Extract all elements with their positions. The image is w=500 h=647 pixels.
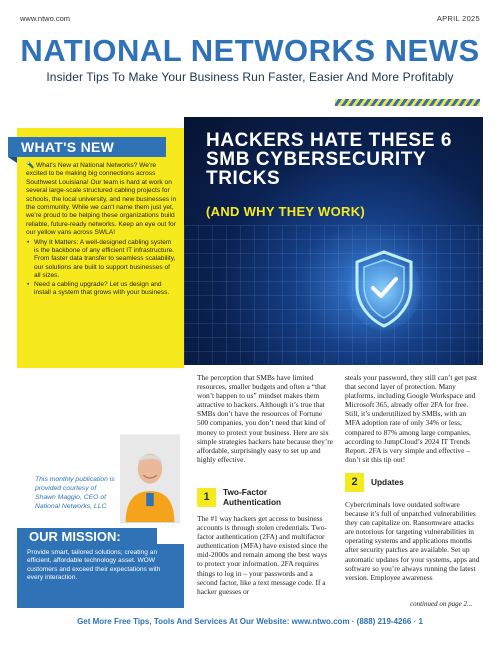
- article-col1-intro: The perception that SMBs have limited resources, smaller budgets and often a “that won’t happen to us” mindset makes them attractive to hackers. Although it’s true that SMBs don’t have the resources of Fortune 500 companies, you don’t need that kind of money to protect your business. Here are six simple strategies hackers hate because they’re affordable, surprisingly easy to set up and highly effective.: [197, 373, 334, 464]
- tip-title: Two-Factor Authentication: [223, 487, 282, 507]
- masthead: [0, 34, 500, 84]
- shield-icon: [347, 246, 421, 330]
- article-col2-intro: steals your password, they still can’t get past that second layer of protection. Many platforms, including Google Workspace and Microsoft 365, already offer 2FA for free. Still, it’s underutilized by SMBs, with an MFA adoption rate of only 34% or less, compared to 87% among large companies, according to JumpCloud’s 2024 IT Trends Report. 2FA is very simple and effective – don’t sit this tip out!: [345, 373, 478, 464]
- footer-bar[interactable]: Get More Free Tips, Tools And Services At Our Website: www.ntwo.com · (888) 219-4266 · 1: [77, 617, 423, 626]
- decorative-stripe: [335, 99, 480, 106]
- tip-number-badge: 2: [345, 473, 364, 492]
- top-bar: [20, 14, 480, 26]
- tip-number-badge: 1: [197, 488, 216, 507]
- tip-1-heading: [197, 488, 293, 507]
- newsletter-title: NATIONAL NETWORKS NEWS: [20, 33, 480, 68]
- whats-new-heading: WHAT'S NEW: [8, 137, 166, 157]
- issue-date: APRIL 2025: [436, 14, 480, 23]
- hero-banner: [184, 117, 483, 365]
- person-portrait-icon: [120, 434, 180, 523]
- mission-body: Provide smart, tailored solutions; creating an efficient, affordable technology asset. WOW customers and exceed their expectations with every interaction.: [17, 544, 184, 608]
- whats-new-intro: 🔦 What's New at National Networks? We're excited to be making big connections across Southwest Louisiana! Our team is hard at work on several large-scale structured cabling projects for schools, the local university, and new businesses in the community. While we can't name them just yet, we're proud to be helping these organizations build reliable, future-ready networks. Keep an eye out for our yellow vans across SWLA!: [26, 162, 177, 237]
- ceo-photo: [118, 432, 182, 525]
- courtesy-note: This monthly publication is provided courtesy of Shawn Maggio, CEO of National Networks, LLC: [35, 476, 115, 510]
- whats-new-list: [26, 239, 177, 298]
- article-col2-body: Cybercriminals love outdated software because it’s full of unpatched vulnerabilities they can capitalize on. Ransomware attacks are notorious for targeting vulnerabilities in operating systems and applications months after security patches are available. Set up automatic updates for your systems, apps and software so you’re always running the latest version. Employee awareness: [345, 500, 480, 582]
- tip-2-heading: [345, 473, 404, 492]
- hero-headline: HACKERS HATE THESE 6 SMB CYBERSECURITY TRICKS: [206, 130, 453, 189]
- mission-heading: OUR MISSION:: [17, 528, 157, 546]
- article-col1-body: The #1 way hackers get access to business accounts is through stolen credentials. Two-factor authentication (2FA) and multifactor authentication (MFA) have existed since the mid-2000s and remain among the best ways to protect your information. 2FA requires things to log in – your passwords and a second factor, like a text message code. If a hacker guesses or: [197, 514, 328, 596]
- continued-note: continued on page 2...: [410, 600, 473, 608]
- tip-title: Updates: [371, 477, 404, 487]
- whats-new-bullet: • Need a cabling upgrade? Let us design and install a system that grows with your business.: [26, 281, 177, 298]
- hero-grid-background: [184, 225, 483, 365]
- hero-subhead: (AND WHY THEY WORK): [206, 204, 366, 219]
- newsletter-tagline: Insider Tips To Make Your Business Run Faster, Easier And More Profitably: [46, 70, 454, 84]
- whats-new-box: [17, 128, 184, 368]
- website-url[interactable]: www.ntwo.com: [20, 14, 71, 23]
- whats-new-bullet: • Why It Matters: A well-designed cabling system is the backbone of any efficient IT infrastructure. From faster data transfer to seamless scalability, our solutions are built to support businesses of all sizes.: [26, 239, 177, 281]
